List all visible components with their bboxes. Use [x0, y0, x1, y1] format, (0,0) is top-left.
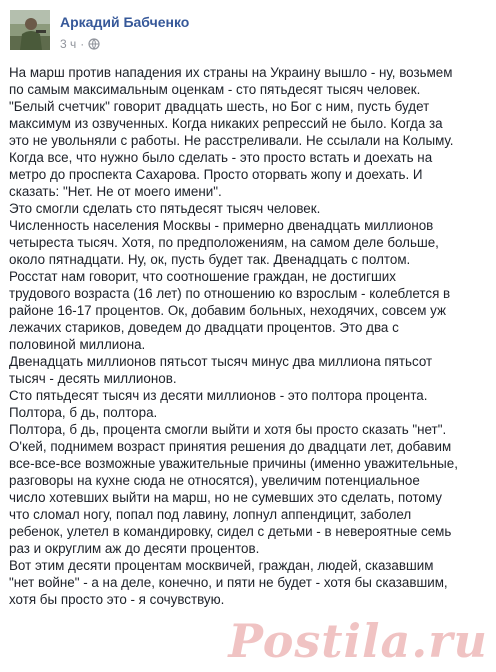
post-meta [60, 37, 100, 51]
post-text-line: Вот этим десяти процентам москвичей, граждан, людей, сказавшим [9, 558, 434, 573]
post-text-line: Росстат нам говорит, что соотношение граждан, не достигших [9, 269, 396, 284]
post-text-line: О'кей, поднимем возраст принятия решения до двадцати лет, добавим [9, 439, 452, 454]
post-text [9, 64, 487, 608]
post-text-line: что сломал ногу, попал под лавину, лопнул аппендицит, заболел [9, 507, 412, 522]
post-text-line: "нет войне" - а на деле, конечно, и пяти не будет - хотя бы сказавшим, [9, 575, 448, 590]
post-text-line: На марш против нападения их страны на Украину вышло - ну, возьмем [9, 65, 453, 80]
post-text-line: Полтора, б дь, полтора. [9, 405, 158, 420]
post-text-line: все-все-все возможные уважительные причины (именно уважительные, [9, 456, 458, 471]
meta-separator: · [80, 37, 85, 51]
post-text-line: районе 16-17 процентов. Ок, добавим больных, неходячих, совсем уж [9, 303, 446, 318]
author-name[interactable]: Аркадий Бабченко [60, 14, 190, 30]
post-text-line: Полтора, б дь, процента смогли выйти и хотя бы просто сказать "нет". [9, 422, 447, 437]
post-text-line: ребенок, улетел в командировку, сидел с детьми - в невероятные семь [9, 524, 452, 539]
post-text-line: Когда все, что нужно было сделать - это просто встать и доехать на [9, 150, 433, 165]
avatar-image [10, 10, 50, 50]
post-text-line: "Белый счетчик" говорит двадцать шесть, но Бог с ним, пусть будет [9, 99, 430, 114]
post-text-line: Сто пятьдесят тысяч из десяти миллионов - это полтора процента. [9, 388, 428, 403]
post-text-line: хотя бы просто это - я сочувствую. [9, 592, 225, 607]
post-text-line: половиной миллиона. [9, 337, 146, 352]
post-text-line: сказать: "Нет. Не от моего имени". [9, 184, 222, 199]
post-timestamp[interactable]: 3 ч [60, 37, 77, 51]
post-text-line: четыреста тысяч. Хотя, по предположениям, на самом деле больше, [9, 235, 439, 250]
post-text-line: лежачих стариков, доведем до двадцати процентов. Это два с [9, 320, 399, 335]
post-text-line: число хотевших выйти на марш, но не сумевших это сделать, потому [9, 490, 442, 505]
post-text-line: около пятнадцати. Ну, ок, пусть будет так. Двенадцать с полтом. [9, 252, 411, 267]
watermark-logo: Postila.ru [228, 614, 488, 668]
post-text-line: метро до проспекта Сахарова. Просто оторвать жопу и доехать. И [9, 167, 423, 182]
post-text-line: это не увольняли с работы. Не расстреливали. Не ссылали на Колыму. [9, 133, 454, 148]
post-text-line: Двенадцать миллионов пятьсот тысяч минус два миллиона пятьсот [9, 354, 433, 369]
post-text-line: максимум из озвученных. Когда никаких репрессий не было. Когда за [9, 116, 443, 131]
post-text-line: раз и округлим аж до десяти процентов. [9, 541, 260, 556]
post-text-line: трудового возраста (16 лет) по отношению ко взрослым - колеблется в [9, 286, 451, 301]
globe-icon[interactable] [88, 38, 100, 50]
post-text-line: Численность населения Москвы - примерно двенадцать миллионов [9, 218, 434, 233]
post-text-line: по самым максимальным оценкам - сто пятьдесят тысяч человек. [9, 82, 421, 97]
post-text-line: Это смогли сделать сто пятьдесят тысяч человек. [9, 201, 321, 216]
post-text-line: разговоры на кухне сюда не относятся), увеличим потенциальное [9, 473, 420, 488]
avatar[interactable] [10, 10, 50, 50]
post-header [10, 10, 480, 54]
post-text-line: тысяч - десять миллионов. [9, 371, 177, 386]
